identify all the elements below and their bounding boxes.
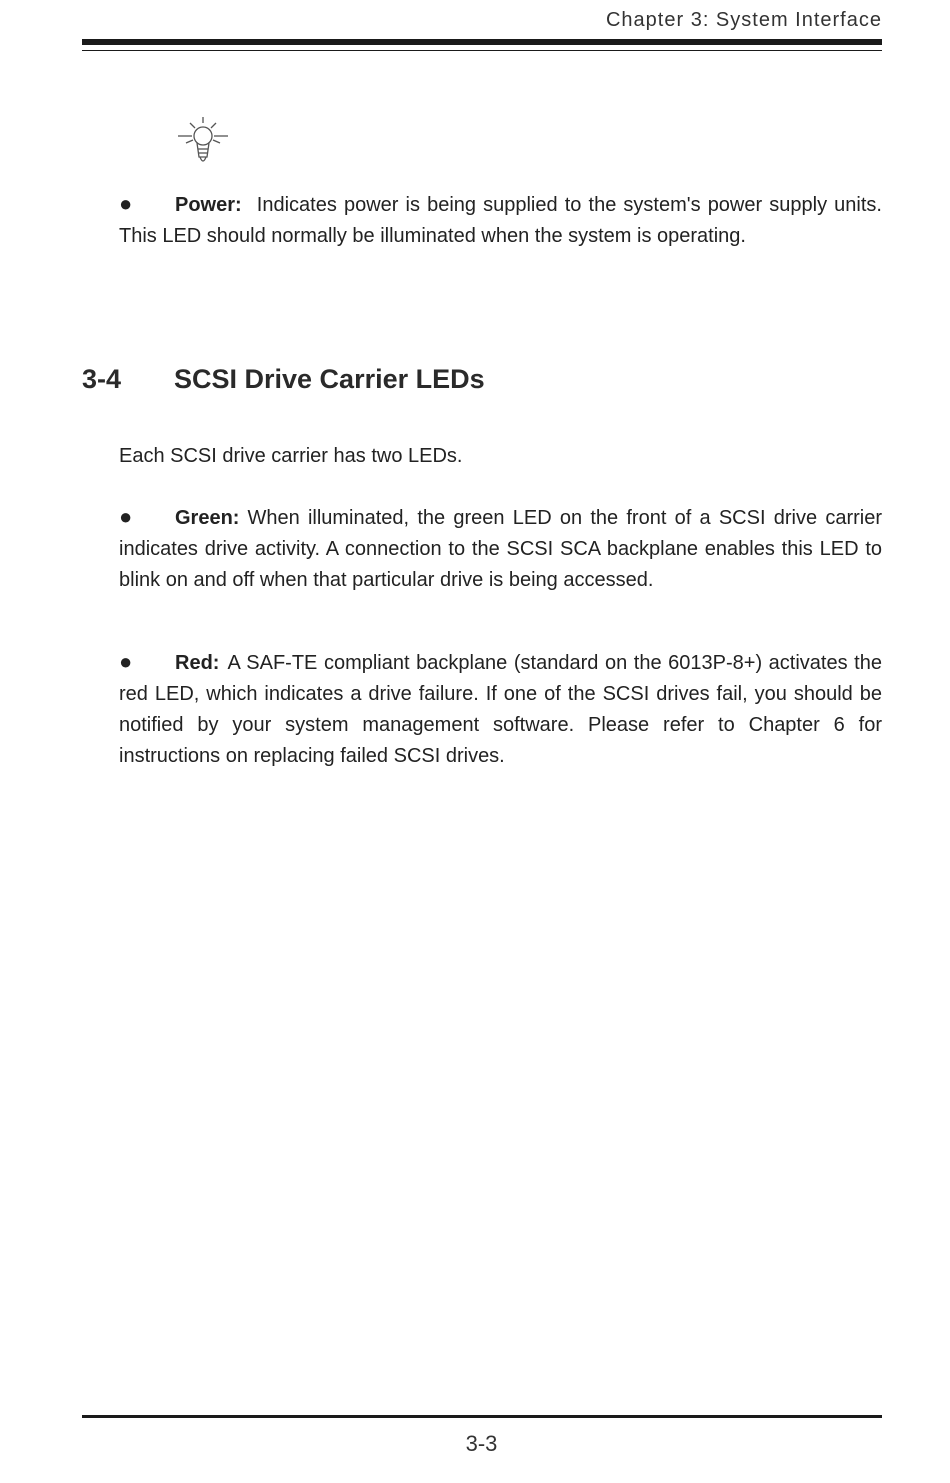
section-number: 3-4 — [82, 364, 122, 394]
power-text: Indicates power is being supplied to the system's power supply units. This LED should normally be illuminated when the system is operating. — [119, 194, 882, 247]
power-bullet-paragraph — [119, 188, 882, 252]
red-label: Red: — [175, 652, 220, 674]
bullet-icon: ● — [119, 649, 133, 674]
green-label: Green: — [175, 507, 240, 529]
footer-rule — [82, 1415, 882, 1418]
bullet-icon: ● — [119, 504, 133, 529]
bullet-icon: ● — [119, 191, 133, 216]
lightbulb-icon — [172, 112, 236, 172]
intro-paragraph: Each SCSI drive carrier has two LEDs. — [119, 445, 463, 467]
green-bullet-paragraph — [119, 501, 882, 596]
header-rule-thin — [82, 50, 882, 51]
page-number: 3-3 — [465, 1431, 498, 1456]
chapter-header: Chapter 3: System Interface — [605, 9, 882, 31]
header-rule-thick — [82, 39, 882, 45]
red-bullet-paragraph — [119, 646, 882, 772]
red-text: A SAF-TE compliant backplane (standard on the 6013P-8+) activates the red LED, which indicates a drive failure. If one of the SCSI drives fail, you should be notified by your system management software. Please refer to Chapter 6 for instructions on replacing failed SCSI drives. — [119, 652, 882, 767]
green-text: When illuminated, the green LED on the front of a SCSI drive carrier indicates drive activity. A connection to the SCSI SCA backplane enables this LED to blink on and off when that particular drive is being accessed. — [119, 507, 882, 591]
section-title: SCSI Drive Carrier LEDs — [174, 364, 485, 394]
power-label: Power: — [175, 194, 242, 216]
